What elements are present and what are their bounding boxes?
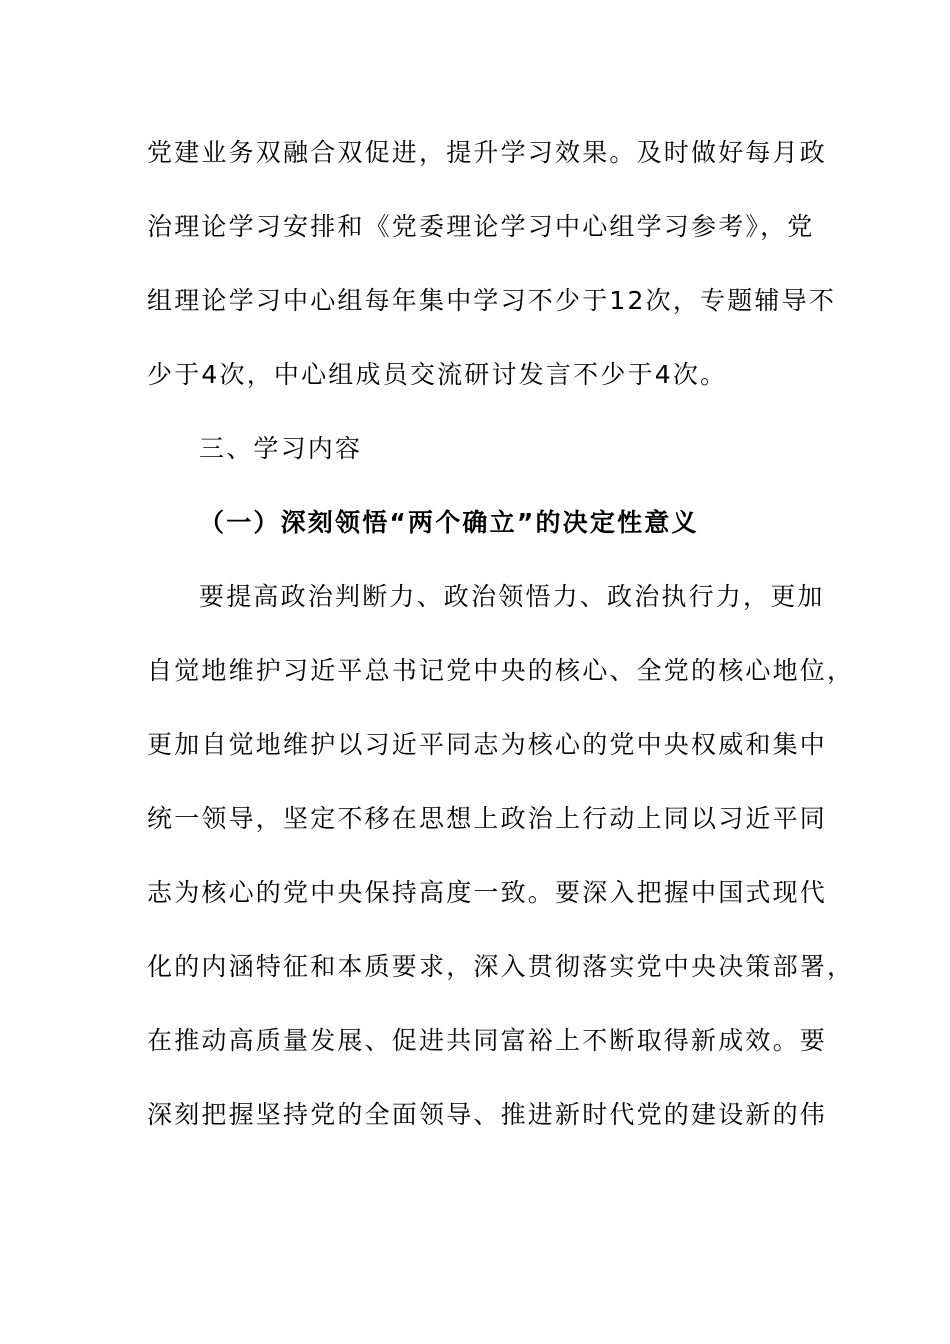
body-text-line: 统一领导，坚定不移在思想上政治上行动上同以习近平同 xyxy=(147,804,828,833)
body-text-line: 少于4次，中心组成员交流研讨发言不少于4次。 xyxy=(147,360,728,389)
body-text-line: 组理论学习中心组每年集中学习不少于12次，专题辅导不 xyxy=(147,286,837,315)
body-text-line: 深刻把握坚持党的全面领导、推进新时代党的建设新的伟 xyxy=(147,1100,828,1129)
body-text-line: 更加自觉地维护以习近平同志为核心的党中央权威和集中 xyxy=(147,730,828,759)
body-text-line: 自觉地维护习近平总书记党中央的核心、全党的核心地位， xyxy=(147,656,855,685)
body-text-line: 治理论学习安排和《党委理论学习中心组学习参考》，党 xyxy=(147,212,815,241)
body-text-line: 志为核心的党中央保持高度一致。要深入把握中国式现代 xyxy=(147,878,828,907)
section-heading: 三、学习内容 xyxy=(199,434,363,463)
body-text-line: 化的内涵特征和本质要求，深入贯彻落实党中央决策部署， xyxy=(147,952,855,981)
subsection-heading: （一）深刻领悟“两个确立”的决定性意义 xyxy=(199,508,699,537)
body-text-line: 党建业务双融合双促进，提升学习效果。及时做好每月政 xyxy=(147,138,828,167)
paragraph-first-line: 要提高政治判断力、政治领悟力、政治执行力，更加 xyxy=(199,582,825,611)
body-text-line: 在推动高质量发展、促进共同富裕上不断取得新成效。要 xyxy=(147,1026,828,1055)
